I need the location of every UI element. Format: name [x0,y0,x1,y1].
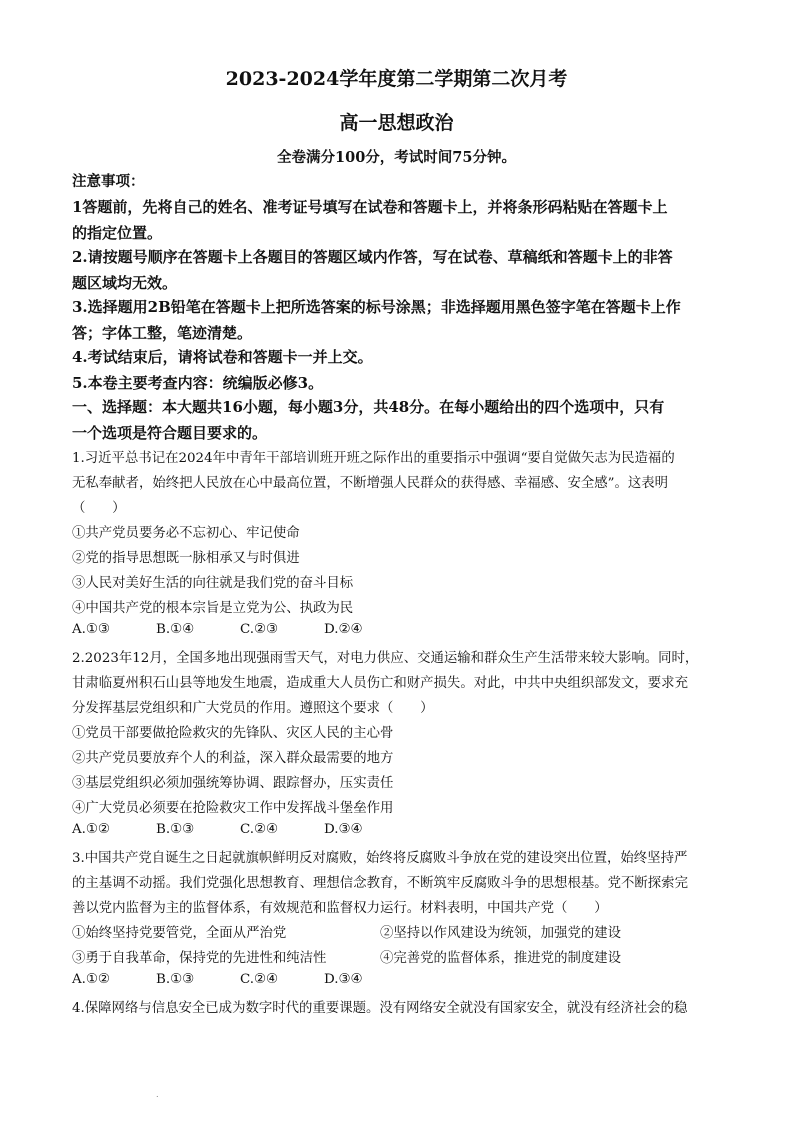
option-c: C.②③ [240,622,279,637]
section-heading: 一、选择题：本大题共16小题，每小题3分，共48分。在每小题给出的四个选项中，只有 [72,398,665,416]
q4-stem: 4.保障网络与信息安全已成为数字时代的重要课题。没有网络安全就没有国家安全，就没有经济社会的稳 [72,1001,688,1016]
option-a: A.①② [72,972,110,987]
page-mark: . [156,1090,159,1099]
q3-stem: 3.中国共产党自诞生之日起就旗帜鲜明反对腐败，始终将反腐败斗争放在党的建设突出位置，始终坚持严 [72,851,688,866]
q3-stem: 的主基调不动摇。我们党强化思想教育、理想信念教育，不断筑牢反腐败斗争的思想根基。党不断探索完 [72,876,688,891]
exam-title: 2023-2024学年度第二学期第二次月考 [225,68,568,90]
option-c: C.②④ [240,972,279,987]
notice-line: 答；字体工整，笔迹清楚。 [72,324,253,342]
section-heading-cont: 一个选项是符合题目要求的。 [72,424,268,442]
subject-title: 高一思想政治 [339,112,454,134]
q1-item: ①共产党员要务必不忘初心、牢记使命 [72,526,300,541]
option-b: B.①④ [156,622,195,637]
option-c: C.②④ [240,822,279,837]
notice-line: 3.选择题用2B铅笔在答题卡上把所选答案的标号涂黑；非选择题用黑色签字笔在答题卡上作 [72,298,681,316]
notice-line: 1答题前，先将自己的姓名、准考证号填写在试卷和答题卡上，并将条形码粘贴在答题卡上 [72,198,668,216]
option-a: A.①③ [72,622,110,637]
option-a: A.①② [72,822,110,837]
notice-heading: 注意事项： [72,173,145,190]
option-d: D.③④ [324,972,363,987]
option-b: B.①③ [156,972,195,987]
q3-stem: 善以党内监督为主的监督体系，有效规范和监督权力运行。材料表明，中国共产党（ ） [72,901,608,916]
q2-item: ②共产党员要放弃个人的利益，深入群众最需要的地方 [72,751,394,766]
q3-item: ②坚持以作风建设为统领，加强党的建设 [380,926,622,941]
q2-stem: 2.2023年12月，全国多地出现强雨雪天气，对电力供应、交通运输和群众生产生活带来较大影响。同时， [72,651,699,666]
q1-options [72,622,408,637]
q1-stem: （ ） [72,501,126,516]
q2-item: ④广大党员必须要在抢险救灾工作中发挥战斗堡垒作用 [72,801,394,816]
q3-item: ①始终坚持党要管党，全面从严治党 [72,926,287,941]
q2-item: ①党员干部要做抢险救灾的先锋队、灾区人民的主心骨 [72,726,394,741]
option-d: D.③④ [324,822,363,837]
notice-line: 4.考试结束后，请将试卷和答题卡一并上交。 [72,348,373,366]
q2-stem: 甘肃临夏州积石山县等地发生地震，造成重大人员伤亡和财产损失。对此，中共中央组织部发文，要求充 [72,676,688,691]
q3-item: ③勇于自我革命，保持党的先进性和纯洁性 [72,951,327,966]
exam-info: 全卷满分100分，考试时间75分钟。 [277,149,516,166]
q1-stem: 1.习近平总书记在2024年中青年干部培训班开班之际作出的重要指示中强调“要自觉做矢志为民造福的 [72,451,675,466]
q1-item: ③人民对美好生活的向往就是我们党的奋斗目标 [72,576,354,591]
notice-line: 的指定位置。 [72,224,163,242]
q2-item: ③基层党组织必须加强统筹协调、跟踪督办，压实责任 [72,776,394,791]
notice-line: 题区域均无效。 [72,274,178,292]
q1-item: ④中国共产党的根本宗旨是立党为公、执政为民 [72,601,354,616]
q2-stem: 分发挥基层党组织和广大党员的作用。遵照这个要求（ ） [72,701,434,716]
notice-line: 5.本卷主要考查内容：统编版必修3。 [72,374,324,392]
notice-line: 2.请按题号顺序在答题卡上各题目的答题区域内作答，写在试卷、草稿纸和答题卡上的非答 [72,248,673,266]
option-d: D.②④ [324,622,363,637]
q3-item: ④完善党的监督体系，推进党的制度建设 [380,951,622,966]
option-b: B.①③ [156,822,195,837]
q1-stem: 无私奉献者，始终把人民放在心中最高位置，不断增强人民群众的获得感、幸福感、安全感”。这表明 [72,476,669,491]
q2-options [72,822,408,837]
q3-options [72,972,408,987]
q1-item: ②党的指导思想既一脉相承又与时俱进 [72,551,300,566]
